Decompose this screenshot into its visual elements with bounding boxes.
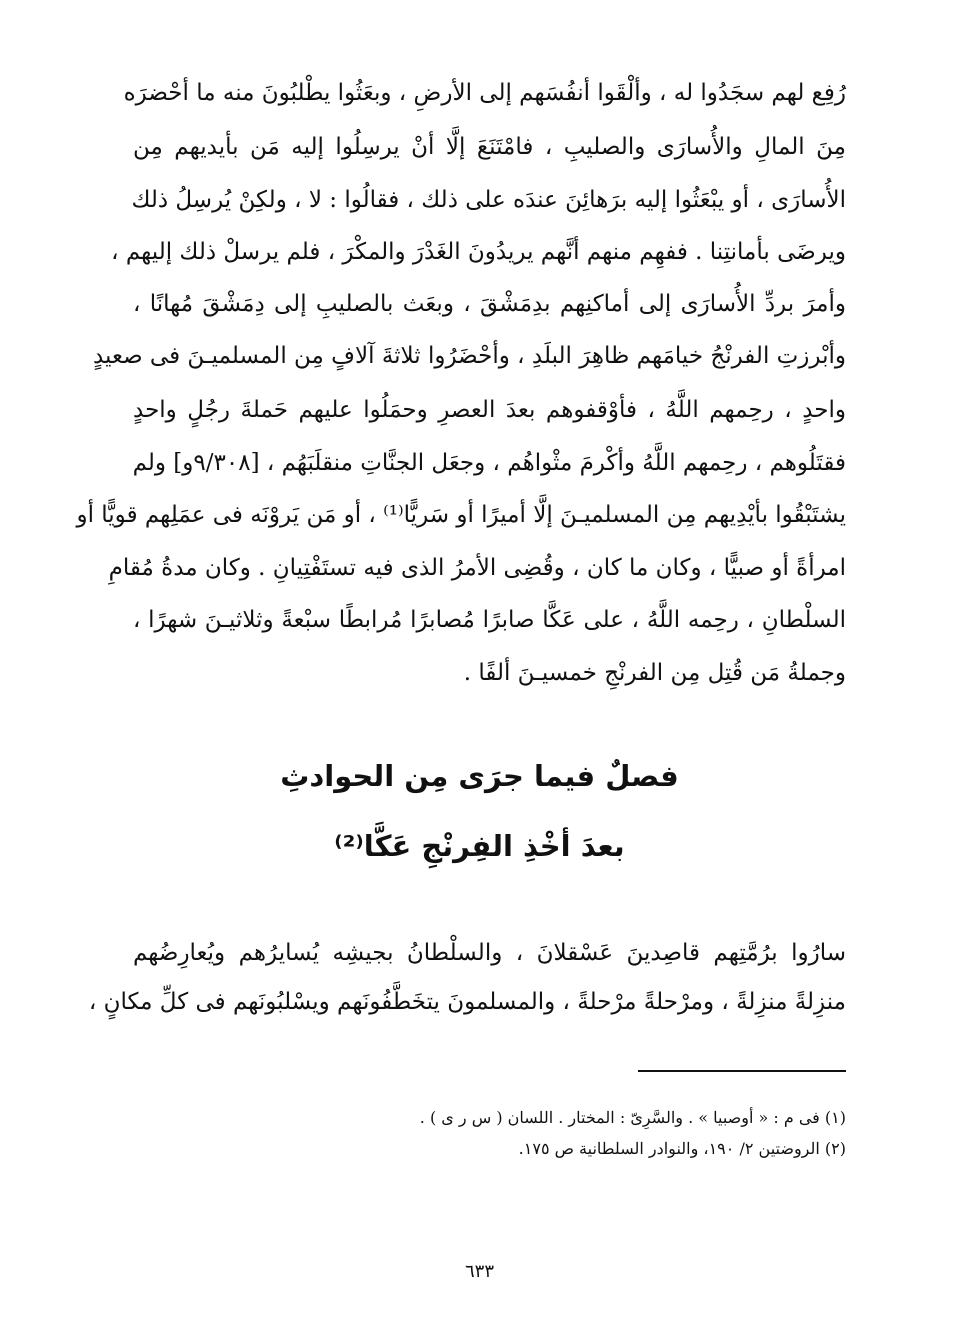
body-line: سارُوا برُمَّتِهم قاصِدينَ عَسْقلانَ ، والسلْطانُ بجيشِه يُسايرُهم ويُعارِضُهم (133, 940, 846, 966)
body-line: وجملةُ مَن قُتِل مِن الفرنْجِ خمسيـنَ ألفًا . (463, 660, 846, 686)
body-line: واحدٍ ، رحِمهم اللَّهُ ، فأوْقفوهم بعدَ العصرِ وحمَلُوا عليهم حَملةَ رجُلٍ واحدٍ (133, 397, 846, 423)
body-line: مِنَ المالِ والأُسارَى والصليبِ ، فامْتَنَعَ إلَّا أنْ يرسِلُوا إليه مَن بأيديهم مِن (133, 134, 846, 160)
body-line: ويرضَى بأمانتِنا . ففهِم منهم أنَّهم يريدُونَ الغَدْرَ والمكْرَ ، فلم يرسلْ ذلك إليهم ، (111, 239, 846, 265)
body-line: وأبْرزتِ الفرنْجُ خيامَهم ظاهِرَ البلَدِ ، وأحْضَرُوا ثلاثةَ آلافٍ مِن المسلميـنَ فى صعيدٍ (92, 343, 846, 369)
body-line: الأُسارَى ، أو يبْعَثُوا إليه برَهائِنَ عندَه على ذلك ، فقالُوا : لا ، ولكِنْ يُرسِلُ ذلك (131, 187, 846, 213)
section-heading: فصلٌ فيما جرَى مِن الحوادثِ (280, 759, 679, 793)
body-line: امرأةً أو صبيًّا ، وكان ما كان ، وقُضِى الأمرُ الذى فيه تستَفْتِيانِ . وكان مدةُ مُقامِ (108, 555, 846, 581)
footnote-divider (638, 1070, 846, 1072)
body-line: السلْطانِ ، رحِمه اللَّهُ ، على عَكَّا صابرًا مُصابرًا مُرابطًا سبْعةً وثلاثيـنَ شهرًا ، (133, 607, 846, 633)
body-line: فقتَلُوهم ، رحِمهم اللَّهُ وأكْرمَ مثْواهُم ، وجعَل الجنَّاتِ منقلَبَهُم ، [٩/٣٠٨و] ولم (132, 450, 846, 476)
body-line: رُفِع لهم سجَدُوا له ، وألْقَوا أنفُسَهم إلى الأرضِ ، وبعَثُوا يطْلبُونَ منه ما أحْضرَه (123, 80, 846, 106)
footnote: (١) فى م : « أوصبيا » . والسَّرِىّ : المختار . اللسان ( س ر ى ) . (419, 1108, 846, 1127)
body-line: وأمرَ بردِّ الأُسارَى إلى أماكنِهم بدِمَشْقَ ، وبعَث بالصليبِ إلى دِمَشْقَ مُهانًا ، (133, 291, 846, 317)
body-line: منزِلةً منزِلةً ، ومرْحلةً مرْحلةً ، والمسلمونَ يتخَطَّفُونَهم ويسْلبُونَهم فى كلِّ مكانٍ ، (88, 989, 846, 1015)
section-heading-subtitle: بعدَ أخْذِ الفِرنْجِ عَكَّا⁽²⁾ (334, 829, 625, 863)
page-number: ٦٣٣ (464, 1261, 494, 1282)
footnote: (٢) الروضتين ٢/ ١٩٠، والنوادر السلطانية ص ١٧٥. (518, 1139, 846, 1158)
body-line: يشتَبْقُوا بأيْدِيهم مِن المسلميـنَ إلَّا أميرًا أو سَريًّا⁽¹⁾ ، أو مَن يَروْنَه فى عمَلِهم قويًّا أو (76, 502, 846, 528)
